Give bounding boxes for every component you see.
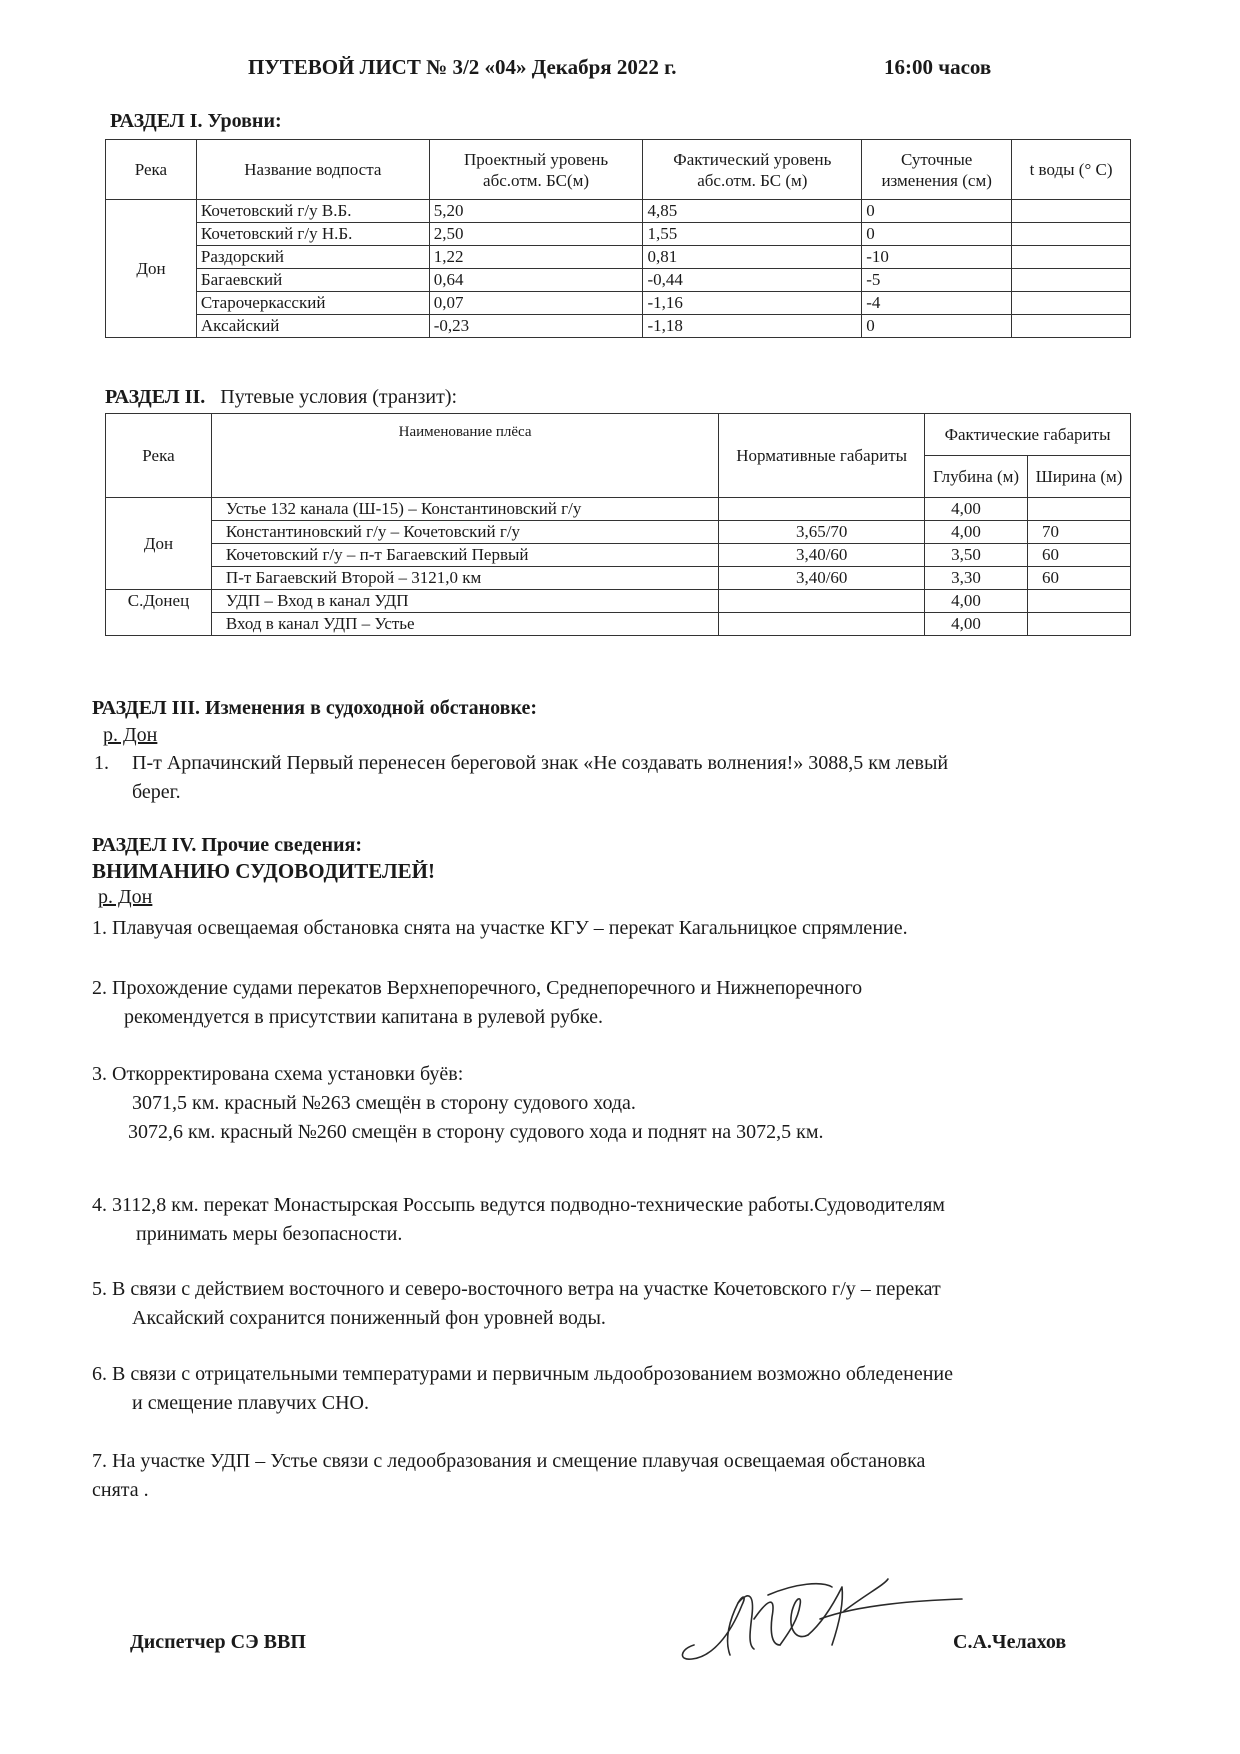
document-time: 16:00 часов: [884, 55, 992, 79]
water-temp: [1012, 315, 1131, 338]
normative: [719, 498, 925, 521]
project-level: 0,07: [429, 292, 643, 315]
col-actual-level: Фактический уровень абс.отм. БС (м): [643, 140, 862, 200]
col-reach-name: Наименование плёса: [211, 414, 718, 498]
water-temp: [1012, 246, 1131, 269]
table-row: [106, 544, 1131, 567]
table-row: [106, 590, 1131, 613]
daily-change: -4: [862, 292, 1012, 315]
station-name: Кочетовский г/у Н.Б.: [196, 223, 429, 246]
section4-item7: 7. На участке УДП – Устье связи с ледообразования и смещение плавучая освещаемая обстановка: [92, 1450, 926, 1472]
daily-change: 0: [862, 200, 1012, 223]
table-row: [106, 223, 1131, 246]
col-project-level: Проектный уровень абс.отм. БС(м): [429, 140, 643, 200]
signature-image: [672, 1575, 972, 1665]
daily-change: -10: [862, 246, 1012, 269]
reach-name: Устье 132 канала (Ш-15) – Константиновский г/у: [211, 498, 718, 521]
dispatcher-title: Диспетчер СЭ ВВП: [130, 1631, 306, 1653]
normative: 3,40/60: [719, 544, 925, 567]
width: 60: [1028, 544, 1131, 567]
section4-item3-buoy2: 3072,6 км. красный №260 смещён в сторону судового хода и поднят на 3072,5 км.: [128, 1121, 824, 1143]
table-row: [106, 567, 1131, 590]
river-cell: Дон: [106, 200, 197, 338]
station-name: Старочеркасский: [196, 292, 429, 315]
document-title: ПУТЕВОЙ ЛИСТ № 3/2 «04» Декабря 2022 г.: [248, 55, 677, 79]
section4-item6-cont: и смещение плавучих СНО.: [132, 1392, 369, 1414]
section3-item1-text-cont: берег.: [132, 781, 181, 803]
normative: 3,40/60: [719, 567, 925, 590]
table-row: [106, 613, 1131, 636]
normative: [719, 613, 925, 636]
col-depth: Глубина (м): [925, 456, 1028, 498]
depth: 4,00: [925, 613, 1028, 636]
reach-name: П-т Багаевский Второй – 3121,0 км: [211, 567, 718, 590]
reach-name: Константиновский г/у – Кочетовский г/у: [211, 521, 718, 544]
depth: 4,00: [925, 498, 1028, 521]
width: [1028, 498, 1131, 521]
river-cell: С.Донец: [106, 590, 212, 636]
water-temp: [1012, 223, 1131, 246]
section4-item3-buoy1: 3071,5 км. красный №263 смещён в сторону судового хода.: [132, 1092, 636, 1114]
section4-item1: 1. Плавучая освещаемая обстановка снята на участке КГУ – перекат Кагальницкое спрямление.: [92, 917, 908, 939]
col-normative: Нормативные габариты: [719, 414, 925, 498]
water-temp: [1012, 200, 1131, 223]
station-name: Багаевский: [196, 269, 429, 292]
actual-level: -1,18: [643, 315, 862, 338]
section3-river: р. Дон: [103, 724, 158, 746]
table-row: [106, 315, 1131, 338]
col-station: Название водпоста: [196, 140, 429, 200]
table-row: [106, 292, 1131, 315]
section1-title: РАЗДЕЛ I. Уровни:: [110, 110, 282, 132]
depth: 3,50: [925, 544, 1028, 567]
section4-item6: 6. В связи с отрицательными температурами и первичным льдооброзованием возможно обледенение: [92, 1363, 954, 1385]
section4-item5-cont: Аксайский сохранится пониженный фон уровней воды.: [132, 1307, 606, 1329]
depth: 3,30: [925, 567, 1028, 590]
project-level: -0,23: [429, 315, 643, 338]
actual-level: -1,16: [643, 292, 862, 315]
route-header-row: [106, 414, 1131, 456]
section4-item2: 2. Прохождение судами перекатов Верхнепоречного, Среднепоречного и Нижнепоречного: [92, 977, 863, 999]
section4-title: РАЗДЕЛ IV. Прочие сведения:: [92, 834, 362, 856]
section4-item4: 4. 3112,8 км. перекат Монастырская Россыпь ведутся подводно-технические работы.Судоводителям: [92, 1194, 945, 1216]
actual-level: 1,55: [643, 223, 862, 246]
col-river: Река: [106, 414, 212, 498]
section4-item7-cont: снята .: [92, 1479, 149, 1501]
width: 60: [1028, 567, 1131, 590]
col-actual: Фактические габариты: [925, 414, 1131, 456]
section4-item4-cont: принимать меры безопасности.: [136, 1223, 403, 1245]
section2-title-rest: Путевые условия (транзит):: [220, 386, 458, 408]
levels-table: [105, 139, 1131, 338]
project-level: 1,22: [429, 246, 643, 269]
table-row: [106, 521, 1131, 544]
section3-title: РАЗДЕЛ III. Изменения в судоходной обстановке:: [92, 697, 538, 719]
actual-level: 4,85: [643, 200, 862, 223]
attention-heading: ВНИМАНИЮ СУДОВОДИТЕЛЕЙ!: [92, 859, 435, 883]
normative: 3,65/70: [719, 521, 925, 544]
section3-item1-number: 1.: [94, 752, 109, 774]
section4-item2-cont: рекомендуется в присутствии капитана в рулевой рубке.: [124, 1006, 603, 1028]
width: 70: [1028, 521, 1131, 544]
station-name: Кочетовский г/у В.Б.: [196, 200, 429, 223]
depth: 4,00: [925, 590, 1028, 613]
col-width: Ширина (м): [1028, 456, 1131, 498]
station-name: Раздорский: [196, 246, 429, 269]
project-level: 0,64: [429, 269, 643, 292]
water-temp: [1012, 292, 1131, 315]
project-level: 2,50: [429, 223, 643, 246]
table-row: [106, 269, 1131, 292]
actual-level: -0,44: [643, 269, 862, 292]
dispatcher-name: С.А.Челахов: [953, 1631, 1067, 1653]
table-row: [106, 200, 1131, 223]
normative: [719, 590, 925, 613]
levels-header-row: [106, 140, 1131, 200]
daily-change: -5: [862, 269, 1012, 292]
width: [1028, 590, 1131, 613]
section2-title-bold: РАЗДЕЛ II.: [105, 386, 206, 408]
col-river: Река: [106, 140, 197, 200]
table-row: [106, 498, 1131, 521]
section3-item1-text: П-т Арпачинский Первый перенесен береговой знак «Не создавать волнения!» 3088,5 км левый: [132, 752, 949, 774]
section2-title: [105, 386, 457, 409]
water-temp: [1012, 269, 1131, 292]
section4-river: р. Дон: [98, 886, 153, 908]
reach-name: УДП – Вход в канал УДП: [211, 590, 718, 613]
section4-item5: 5. В связи с действием восточного и северо-восточного ветра на участке Кочетовского г/у – перекат: [92, 1278, 941, 1300]
route-conditions-table: [105, 413, 1131, 636]
table-row: [106, 246, 1131, 269]
station-name: Аксайский: [196, 315, 429, 338]
river-cell: Дон: [106, 498, 212, 590]
col-water-temp: t воды (° С): [1012, 140, 1131, 200]
daily-change: 0: [862, 223, 1012, 246]
daily-change: 0: [862, 315, 1012, 338]
reach-name: Вход в канал УДП – Устье: [211, 613, 718, 636]
depth: 4,00: [925, 521, 1028, 544]
project-level: 5,20: [429, 200, 643, 223]
actual-level: 0,81: [643, 246, 862, 269]
section4-item3: 3. Откорректирована схема установки буёв:: [92, 1063, 464, 1085]
reach-name: Кочетовский г/у – п-т Багаевский Первый: [211, 544, 718, 567]
width: [1028, 613, 1131, 636]
col-daily-change: Суточные изменения (см): [862, 140, 1012, 200]
